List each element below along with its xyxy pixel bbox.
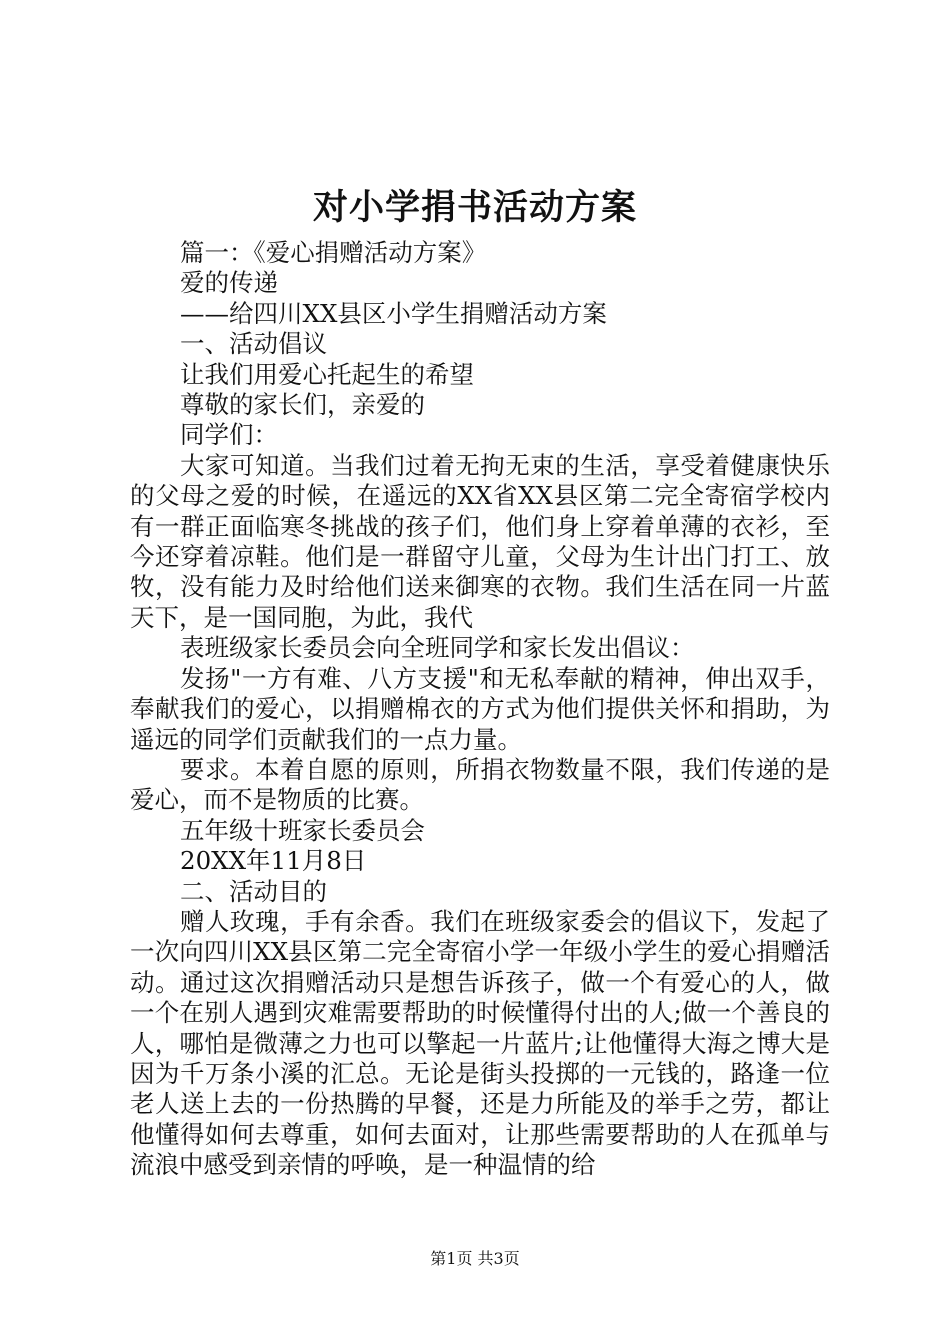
line-proposal: 表班级家长委员会向全班同学和家长发出倡议： bbox=[180, 633, 695, 663]
signature-committee: 五年级十班家长委员会 bbox=[180, 815, 425, 845]
line-part-one-heading: 篇一：《爱心捐赠活动方案》 bbox=[180, 238, 487, 267]
line-greeting-parents: 尊敬的家长们，亲爱的 bbox=[180, 390, 425, 420]
line-greeting-students: 同学们： bbox=[180, 420, 278, 450]
page-footer: 第1页 共3页 bbox=[430, 1249, 520, 1268]
paragraph-call-to-action: 发扬"一方有难、八方支援"和无私奉献的精神，伸出双手，奉献我们的爱心，以捐赠棉衣的方式为他们提供关怀和捐助，为遥远的同学们贡献我们的一点力量。 bbox=[130, 663, 830, 754]
line-section-two-heading: 二、活动目的 bbox=[180, 876, 327, 906]
signature-date: 20XX年11月8日 bbox=[180, 846, 367, 876]
paragraph-purpose: 赠人玫瑰，手有余香。我们在班级家委会的倡议下，发起了一次向四川XX县区第二完全寄宿小学一年级小学生的爱心捐赠活动。通过这次捐赠活动只是想告诉孩子，做一个有爱心的人，做一个在别人遇到灾难需要帮助的时候懂得付出的人;做一个善良的人，哪怕是微薄之力也可以擎起一片蓝片;让他懂得大海之博大是因为千万条小溪的汇总。无论是街头投掷的一元钱的，路逢一位老人送上去的一份热腾的早餐，还是力所能及的举手之劳，都让他懂得如何去尊重，如何去面对，让那些需要帮助的人在孤单与流浪中感受到亲情的呼唤，是一种温情的给 bbox=[130, 906, 830, 1180]
line-subtitle: ——给四川XX县区小学生捐赠活动方案 bbox=[180, 298, 607, 328]
document-body bbox=[130, 238, 830, 1181]
paragraph-requirements: 要求。本着自愿的原则，所捐衣物数量不限，我们传递的是爱心，而不是物质的比赛。 bbox=[130, 754, 830, 815]
paragraph-intro: 大家可知道。当我们过着无拘无束的生活，享受着健康快乐的父母之爱的时候，在遥远的XX省XX县区第二完全寄宿学校内有一群正面临寒冬挑战的孩子们，他们身上穿着单薄的衣衫，至今还穿着凉鞋。他们是一群留守儿童，父母为生计出门打工、放牧，没有能力及时给他们送来御寒的衣物。我们生活在同一片蓝天下，是一国同胞，为此，我代 bbox=[130, 450, 830, 632]
line-section-one-heading: 一、活动倡议 bbox=[180, 329, 327, 359]
document-title: 对小学捐书活动方案 bbox=[312, 187, 637, 228]
line-slogan: 让我们用爱心托起生的希望 bbox=[180, 359, 474, 389]
line-love-transfer: 爱的传递 bbox=[180, 268, 278, 298]
